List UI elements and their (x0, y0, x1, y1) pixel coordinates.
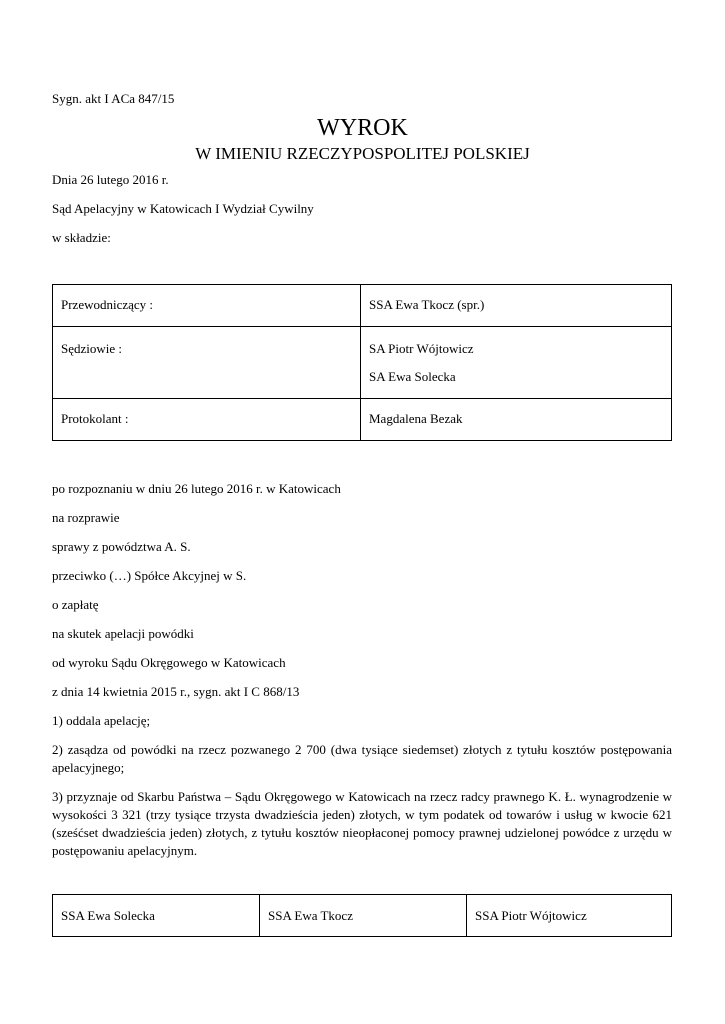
judge-name: SA Piotr Wójtowicz (369, 341, 474, 356)
signature-1: SSA Ewa Solecka (53, 895, 260, 937)
table-row (53, 399, 672, 441)
body-line: przeciwko (…) Spółce Akcyjnej w S. (52, 568, 247, 583)
body-line: z dnia 14 kwietnia 2015 r., sygn. akt I C 868/13 (52, 684, 300, 699)
judges-cell (361, 327, 672, 399)
body-line: po rozpoznaniu w dniu 26 lutego 2016 r. w Katowicach (52, 481, 341, 496)
document-title: WYROK (317, 115, 408, 141)
clerk-label: Protokolant : (53, 399, 361, 441)
judges-label: Sędziowie : (53, 327, 361, 399)
point-2: 2) zasądza od powódki na rzecz pozwanego 2 700 (dwa tysiące siedemset) złotych z tytułu kosztów postępowania apelacyjnego; (52, 742, 672, 775)
point-1: 1) oddala apelację; (52, 713, 151, 728)
clerk-value: Magdalena Bezak (361, 399, 672, 441)
chair-value: SSA Ewa Tkocz (spr.) (361, 285, 672, 327)
body-line: na skutek apelacji powódki (52, 626, 194, 641)
body-line: o zapłatę (52, 597, 99, 612)
court-line: Sąd Apelacyjny w Katowicach I Wydział Cywilny (52, 201, 314, 216)
point-3: 3) przyznaje od Skarbu Państwa – Sądu Okręgowego w Katowicach na rzecz radcy prawnego K. Ł. wynagrodzenie w wysokości 3 321 (trzy tysiące trzysta dwadzieścia jeden) złotych, w tym podatek od towarów i usług w kwocie 621 (sześćset dwadzieścia jeden) złotych, z tytułu kosztów nieopłaconej pomocy prawnej udzielonej powódce z urzędu w postępowaniu apelacyjnym. (52, 789, 672, 858)
body-line: na rozprawie (52, 510, 120, 525)
document-subtitle: W IMIENIU RZECZYPOSPOLITEJ POLSKIEJ (195, 144, 530, 163)
table-row (53, 285, 672, 327)
table-row (53, 327, 672, 399)
judge-name: SA Ewa Solecka (369, 369, 456, 384)
date-line: Dnia 26 lutego 2016 r. (52, 172, 169, 187)
case-number: Sygn. akt I ACa 847/15 (52, 91, 175, 106)
signature-2: SSA Ewa Tkocz (260, 895, 467, 937)
composition-table (52, 284, 672, 441)
body-line: od wyroku Sądu Okręgowego w Katowicach (52, 655, 286, 670)
chair-label: Przewodniczący : (53, 285, 361, 327)
signature-3: SSA Piotr Wójtowicz (467, 895, 672, 937)
composition-label: w składzie: (52, 230, 111, 245)
signatures-table (52, 894, 672, 937)
table-row (53, 895, 672, 937)
body-line: sprawy z powództwa A. S. (52, 539, 191, 554)
